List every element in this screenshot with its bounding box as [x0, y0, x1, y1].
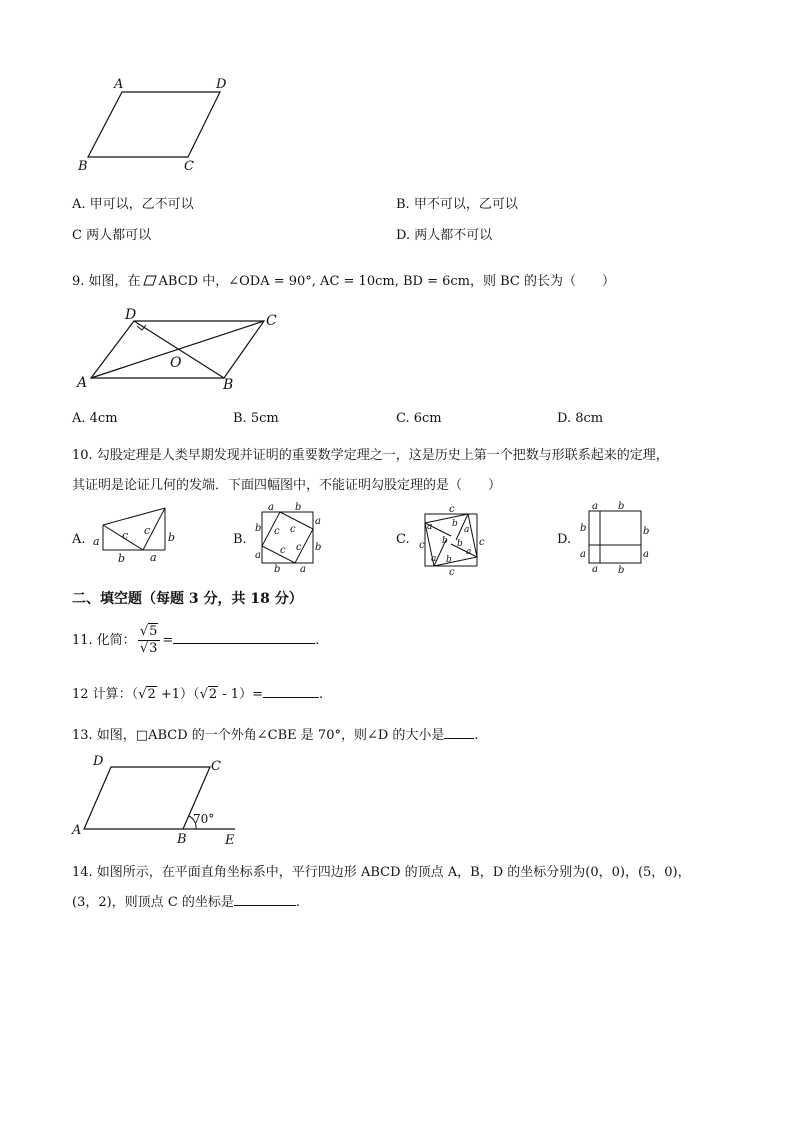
q14-line1: 14. 如图所示，在平面直角坐标系中，平行四边形 ABCD 的顶点 A，B，D 的坐标分别为(0，0)，(5，0)， [72, 865, 691, 880]
svg-text:c: c [296, 542, 302, 553]
q12-mid: +1）（ [156, 687, 200, 702]
q11-numerator: 5 [149, 624, 158, 639]
parallelogram-symbol [143, 275, 157, 286]
q9-body: ABCD 中，∠ODA = 90°, AC = 10cm, BD = 6cm，则 BC 的长为（ ） [158, 274, 615, 289]
q9-parallelogram-figure [70, 305, 290, 397]
svg-text:a: a [268, 502, 274, 513]
q8-option-d: D. 两人都不可以 [396, 228, 493, 243]
q12-text-b: - 1）= [218, 687, 263, 702]
svg-text:a: a [150, 551, 157, 564]
q11-answer-blank[interactable] [173, 631, 315, 644]
q10-label-d: D. [557, 532, 572, 547]
svg-text:c: c [280, 545, 286, 556]
vertex-D: D [216, 77, 227, 92]
q9-vertex-C: C [266, 313, 277, 329]
q10-figure-d [578, 501, 654, 577]
q10-label-a: A. [72, 532, 86, 547]
question-9 [72, 270, 615, 289]
svg-text:b: b [580, 523, 587, 534]
svg-text:c: c [479, 537, 485, 548]
q9-vertex-D: D [125, 307, 137, 323]
q12-radicand-2: 2 [208, 687, 218, 702]
vertex-C: C [184, 159, 194, 174]
svg-text:b: b [643, 526, 650, 537]
q13-answer-blank[interactable] [444, 726, 474, 739]
q10-figure-c [416, 503, 492, 575]
svg-text:b: b [315, 542, 322, 553]
q11-end: . [315, 633, 320, 648]
question-13 [72, 724, 479, 743]
q13-vertex-C: C [211, 759, 221, 774]
q9-prefix: 9. 如图，在 [72, 274, 141, 289]
q11-denominator: 3 [149, 641, 158, 656]
svg-text:c: c [144, 524, 151, 537]
svg-text:a: a [431, 554, 437, 564]
svg-text:a: a [315, 516, 321, 527]
q14-end: . [295, 895, 301, 910]
svg-text:b: b [618, 501, 625, 512]
svg-text:a: a [643, 549, 649, 560]
svg-text:a: a [427, 522, 433, 532]
q13-vertex-A: A [72, 823, 82, 838]
q13-text: 13. 如图，□ABCD 的一个外角∠CBE 是 70°，则∠D 的大小是 [72, 728, 445, 743]
q14-line2: (3，2)，则顶点 C 的坐标是 [72, 895, 234, 910]
q12-end: . [318, 687, 324, 702]
q12-text-a: 12 计算：（ [72, 687, 139, 702]
svg-text:b: b [118, 552, 126, 565]
svg-text:c: c [290, 524, 296, 535]
section-2-heading: 二、填空题（每题 3 分，共 18 分） [72, 591, 303, 607]
q8-option-c: C 两人都可以 [72, 228, 152, 243]
q14-answer-blank[interactable] [234, 893, 296, 906]
q13-point-E: E [225, 833, 235, 848]
vertex-B: B [78, 159, 88, 174]
q9-vertex-A: A [77, 375, 88, 391]
q9-option-a: A. 4cm [72, 411, 118, 426]
q10-label-c: C. [396, 532, 410, 547]
q13-angle-label: 70° [193, 812, 215, 826]
svg-text:b: b [168, 531, 176, 544]
q10-line2: 其证明是论证几何的发端．下面四幅图中，不能证明勾股定理的是（ ） [72, 478, 502, 493]
q9-vertex-B: B [223, 377, 234, 393]
svg-text:a: a [464, 525, 470, 535]
q9-option-c: C. 6cm [396, 411, 442, 426]
q10-figure-b [252, 502, 324, 574]
q13-end: . [474, 728, 479, 743]
q8-option-a: A. 甲可以，乙不可以 [72, 197, 194, 212]
q13-vertex-D: D [93, 754, 104, 769]
svg-text:b: b [446, 555, 452, 565]
q12-answer-blank[interactable] [263, 685, 319, 698]
svg-text:b: b [442, 536, 448, 546]
svg-text:a: a [580, 549, 586, 560]
svg-text:c: c [122, 529, 129, 542]
q11-prefix: 11. 化简： [72, 633, 136, 648]
q12-radicand-1: 2 [147, 687, 156, 702]
q13-parallelogram-figure [70, 752, 250, 850]
svg-text:b: b [255, 523, 262, 534]
q10-label-b: B. [233, 532, 247, 547]
q9-option-d: D. 8cm [557, 411, 604, 426]
q13-vertex-B: B [177, 832, 187, 847]
svg-text:c: c [274, 526, 280, 537]
svg-text:b: b [274, 564, 281, 574]
q10-figure-a [90, 503, 180, 565]
svg-text:a: a [466, 547, 472, 557]
parallelogram-figure-top [70, 72, 240, 177]
svg-text:a: a [93, 535, 100, 548]
svg-text:c: c [419, 540, 425, 551]
q11-fraction: $\frac{√5}{√3}$ [138, 624, 161, 657]
q10-line1: 10. 勾股定理是人类早期发现并证明的重要数学定理之一，这是历史上第一个把数与形联系起来的定理， [72, 448, 669, 463]
vertex-A: A [114, 77, 124, 92]
svg-text:a: a [255, 550, 261, 561]
svg-text:b: b [452, 519, 458, 529]
svg-text:a: a [592, 501, 598, 512]
svg-text:b: b [618, 565, 625, 576]
svg-text:c: c [449, 504, 455, 515]
q8-option-b: B. 甲不可以，乙可以 [396, 197, 518, 212]
q9-point-O: O [170, 355, 182, 371]
q14-line2-wrap [72, 891, 300, 910]
q11-equals: = [162, 633, 174, 648]
svg-text:b: b [457, 539, 463, 549]
svg-text:c: c [449, 567, 455, 575]
question-12: 12 计算：（√2 +1）（√2 - 1）= . [72, 687, 324, 702]
question-11 [72, 624, 319, 657]
svg-text:a: a [592, 564, 598, 575]
q9-option-b: B. 5cm [233, 411, 279, 426]
svg-text:b: b [295, 502, 302, 513]
svg-text:a: a [300, 564, 306, 574]
